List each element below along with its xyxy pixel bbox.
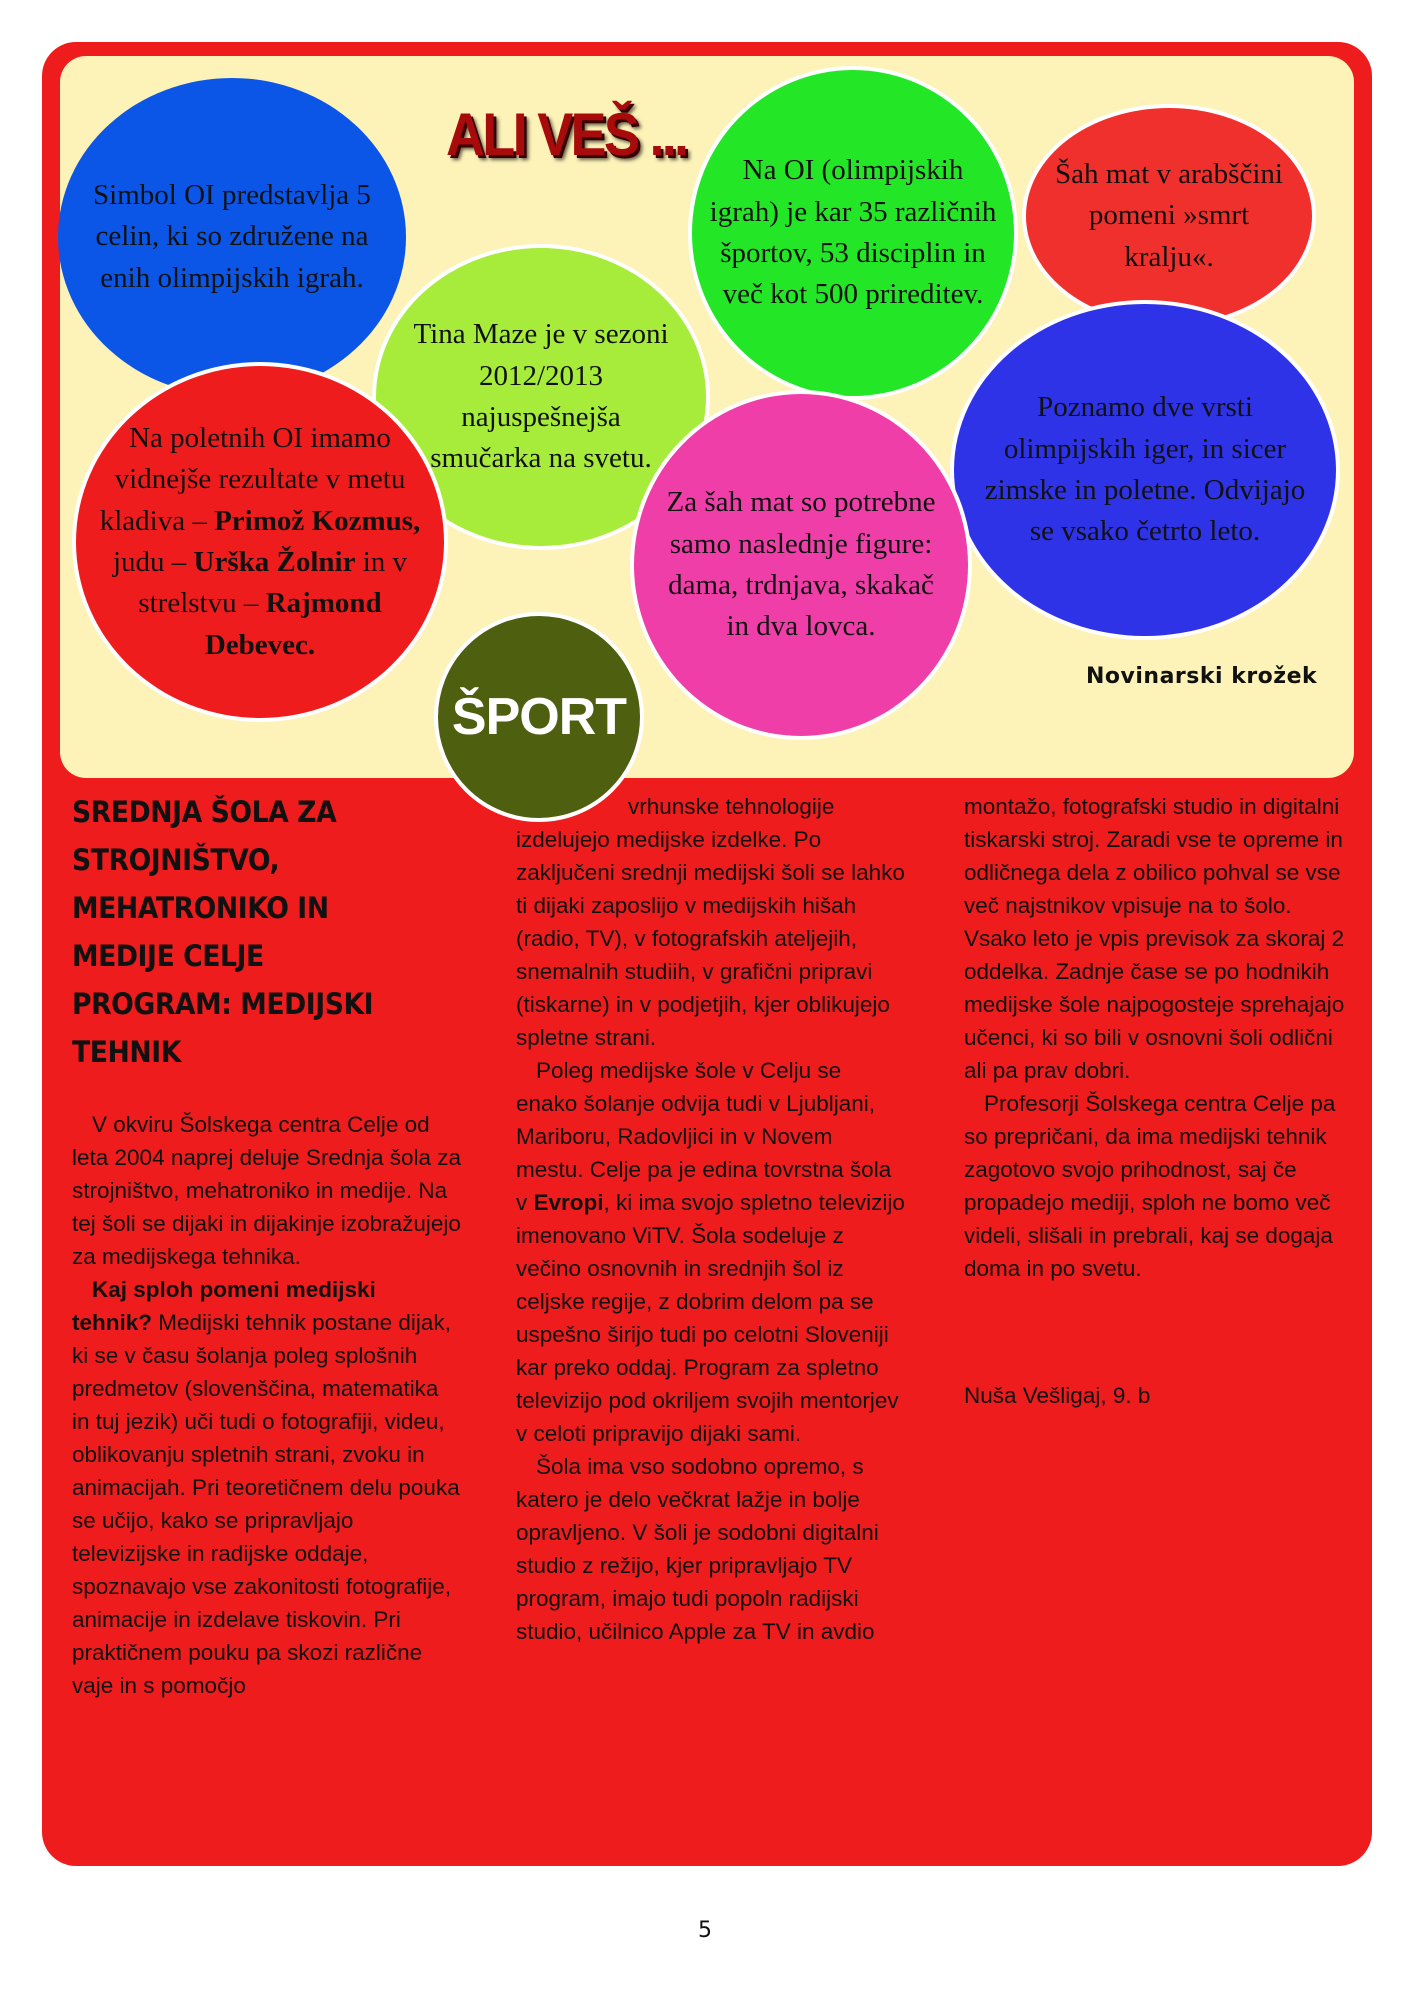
fact-bubble-games-types — [950, 300, 1340, 640]
page-number: 5 — [698, 1918, 712, 1943]
fact-text-part: judu – — [112, 546, 194, 578]
article-paragraph — [72, 1273, 462, 1702]
athlete-name: Rajmond Debevec. — [204, 587, 382, 661]
panel-title: ALI VEŠ ... — [446, 101, 687, 168]
fact-text: Na OI (olimpijskih igrah) je kar 35 različnih športov, 53 disciplin in več kot 500 prireditev. — [709, 154, 997, 311]
fact-text: Simbol OI predstavlja 5 celin, ki so združene na enih olimpijskih igrah. — [93, 178, 371, 294]
fact-text — [92, 418, 428, 667]
fact-text: Šah mat v arabščini pomeni »smrt kralju«. — [1055, 157, 1283, 273]
article-paragraph — [516, 1054, 906, 1450]
article-paragraph: Profesorji Šolskega centra Celje pa so prepričani, da ima medijski tehnik zagotovo svojo prihodnost, saj če propadejo mediji, sploh ne bomo več videli, slišali in prebrali, kaj se dogaja doma in po svetu. — [964, 1091, 1336, 1281]
athlete-name: Primož Kozmus, — [214, 504, 421, 537]
fact-bubble-symbol — [58, 78, 406, 396]
article-column-2 — [516, 790, 906, 1648]
fact-text: Tina Maze je v sezoni 2012/2013 najuspešnejša smučarka na svetu. — [413, 318, 669, 475]
fact-text: Poznamo dve vrsti olimpijskih iger, in sicer zimske in poletne. Odvijajo se vsako četrto leto. — [984, 391, 1306, 548]
article-paragraph: montažo, fotografski studio in digitalni tiskarski stroj. Zaradi vse te opreme in odličnega dela z obilico pohval se vse več najstnikov vpisuje na to šolo. Vsako leto je vpis previsok za skoraj 2 oddelka. Zadnje čase se po hodnikih medijske šole najpogosteje sprehajajo učenci, ki so bili v osnovni šoli odlični ali pa prav dobri. — [964, 794, 1345, 1083]
fact-bubble-olympic-sports — [688, 66, 1018, 400]
article-heading: SREDNJA ŠOLA ZA STROJNIŠTVO, MEHATRONIKO IN MEDIJE CELJE PROGRAM: MEDIJSKI TEHNIK — [72, 795, 374, 1069]
article-column-1 — [72, 1108, 462, 1702]
article-paragraph: vrhunske tehnologije izdelujejo medijske izdelke. Po zaključeni srednji medijski šoli se lahko ti dijaki zaposlijo v medijskih hišah (radio, TV), v fotografskih ateljejih, snemalnih studiih, v grafični pripravi (tiskarne) in v podjetjih, kjer oblikujejo spletne strani. — [516, 794, 905, 1050]
section-label: ŠPORT — [451, 687, 627, 746]
credit-label: Novinarski krožek — [1086, 664, 1318, 689]
article-text: Medijski tehnik postane dijak, ki se v času šolanja poleg splošnih predmetov (slovenščina, matematika in tuj jezik) uči tudi o fotografiji, videu, oblikovanju spletnih strani, zvoku in animacijah. Pri teoretičnem delu pouka se učijo, kako se pripravljajo televizijske in radijske oddaje, spoznavajo vse zakonitosti fotografije, animacije in izdelave tiskovin. Pri praktičnem pouku pa skozi različne vaje in s pomočjo — [72, 1310, 460, 1698]
athlete-name: Urška Žolnir — [193, 546, 356, 578]
article-paragraph: V okviru Šolskega centra Celje od leta 2004 naprej deluje Srednja šola za strojništvo, mehatroniko in medije. Na tej šoli se dijaki in dijakinje izobražujejo za medijskega tehnika. — [72, 1112, 462, 1269]
fact-bubble-checkmate-meaning — [1022, 104, 1316, 328]
fact-text-part: Na poletnih OI imamo vidnejše rezultate v metu kladiva – — [99, 421, 406, 537]
article-text: , ki ima svojo spletno televizijo imenovano ViTV. Šola sodeluje z večino osnovnih in srednjih šol iz celjske regije, z dobrim delom pa se uspešno širijo tudi po celotni Sloveniji kar preko oddaj. Program za spletno televizijo pod okriljem svojih mentorjev v celoti pripravijo dijaki sami. — [516, 1190, 905, 1446]
article-column-3 — [964, 790, 1356, 1412]
article-paragraph: Šola ima vso sodobno opremo, s katero je delo večkrat lažje in bolje opravljeno. V šoli je sodobni digitalni studio z režijo, kjer pripravljajo TV program, imajo tudi popoln radijski studio, učilnico Apple za TV in avdio — [516, 1454, 879, 1644]
article-text: Poleg medijske šole v Celju se enako šolanje odvija tudi v Ljubljani, Mariboru, Radovljici in v Novem mestu. Celje pa je edina tovrstna šola v — [516, 1058, 892, 1215]
article-question: Kaj sploh pomeni medijski tehnik? — [72, 1277, 376, 1335]
fact-bubble-chess-pieces — [630, 390, 972, 740]
article-author: Nuša Vešligaj, 9. b — [964, 1383, 1151, 1408]
fact-text: Za šah mat so potrebne samo naslednje figure: dama, trdnjava, skakač in dva lovca. — [666, 486, 936, 643]
article-emphasis: Evropi — [533, 1190, 604, 1215]
fact-text-part: in v strelstvu – — [138, 546, 408, 620]
fact-bubble-summer-results — [72, 362, 448, 722]
